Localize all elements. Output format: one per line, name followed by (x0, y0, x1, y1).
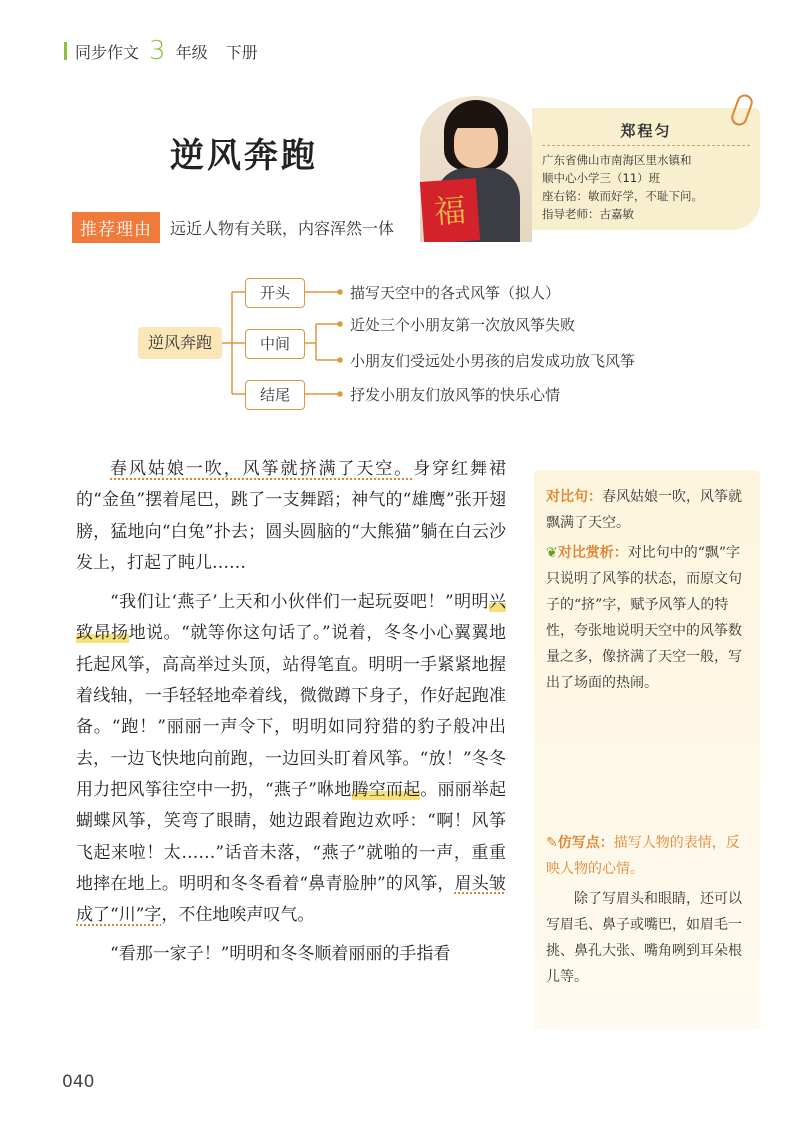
paperclip-icon (729, 92, 755, 128)
highlighted-phrase: 兴致昂扬 (76, 592, 506, 644)
mindmap-node-end: 结尾 (245, 380, 305, 410)
fu-couplet: 福 (420, 178, 480, 242)
mindmap-leaf: 小朋友们受远处小男孩的启发成功放飞风筝 (350, 352, 636, 370)
mindmap-leaf: 近处三个小朋友第一次放风筝失败 (350, 316, 576, 334)
sprout-icon: ❦ (546, 545, 558, 561)
underlined-sentence: 眉头皱成了“川”字 (76, 873, 506, 926)
author-card (532, 108, 760, 230)
paragraph-1 (76, 454, 506, 579)
paragraph-text: 身穿红舞裙的“金鱼”摆着尾巴，跳了一支舞蹈；神气的“雄鹰”张开翅膀，猛地向“白兔”扑去；圆头圆脑的“大熊猫”躺在白云沙发上，打起了盹儿…… (76, 459, 507, 573)
imitate-text: 描写人物的表情，反映人物的心情。 (546, 835, 740, 877)
author-name: 郑程匀 (620, 122, 672, 140)
structure-mindmap (0, 270, 800, 420)
contrast-label: 对比句： (546, 489, 602, 505)
author-teacher: 指导老师：古嘉敏 (542, 207, 634, 221)
article-title: 逆风奔跑 (170, 136, 318, 176)
paragraph-text: 地说。“就等你这句话了。”说着，冬冬小心翼翼地托起风筝，高高举过头顶，站得笔直。明明一手紧紧地握着线轴，一手轻轻地牵着线，微微蹲下身子，作好起跑准备。“跑！”丽丽一声令下，明明如同狩猎的豹子般冲出去，一边飞快地向前跑，一边回头盯着风筝。“放！”冬冬用力把风筝往空中一扔，“燕子”咻地 (76, 623, 506, 800)
mindmap-leaf: 抒发小朋友们放风筝的快乐心情 (350, 386, 561, 404)
imitate-body: 除了写眉头和眼睛，还可以写眉毛、鼻子或嘴巴，如眉毛一挑、鼻孔大张、嘴角咧到耳朵根儿等。 (546, 891, 742, 985)
analysis-label: 对比赏析： (557, 545, 628, 561)
paragraph-3: “看那一家子！”明明和冬冬顺着丽丽的手指看 (110, 944, 451, 965)
highlighted-phrase: 腾空而起 (351, 779, 421, 800)
paragraph-text: ，不住地唉声叹气。 (161, 905, 315, 926)
imitate-point (546, 830, 748, 990)
article-body (76, 454, 506, 979)
paragraph-text: “我们让‘燕子’上天和小伙伴们一起玩耍吧！”明明 (110, 592, 489, 613)
term-label: 下册 (225, 42, 258, 62)
author-motto: 座右铭：敏而好学，不耻下问。 (542, 189, 703, 203)
pencil-icon: ✎ (546, 835, 558, 851)
author-school-1: 广东省佛山市南海区里水镇和 (542, 153, 692, 167)
mindmap-node-start: 开头 (245, 278, 305, 308)
analysis-text: 对比句中的“飘”字只说明了风筝的状态，而原文句子的“挤”字，赋予风筝人的特性，夸张地说明天空中的风筝数量之多，像挤满了天空一般，写出了场面的热闹。 (546, 545, 742, 691)
contrast-text: 春风姑娘一吹，风筝就飘满了天空。 (546, 489, 742, 531)
book-name: 同步作文 (75, 42, 140, 62)
contrast-analysis (546, 540, 748, 696)
mindmap-root: 逆风奔跑 (138, 327, 222, 359)
reason-tag: 推荐理由 (72, 212, 160, 243)
recommend-reason (72, 212, 394, 243)
author-photo (420, 96, 532, 242)
imitate-heading (546, 830, 748, 882)
underlined-sentence: 春风姑娘一吹，风筝就挤满了天空。 (110, 459, 414, 479)
reason-text: 远近人物有关联，内容浑然一体 (170, 219, 395, 238)
paragraph-2 (76, 587, 506, 931)
annotation-sidebar (534, 470, 760, 1030)
contrast-sentence (546, 484, 748, 536)
grade-label: 年级 (175, 42, 208, 62)
page-number: 040 (62, 1072, 95, 1092)
author-school-2: 顺中心小学三（11）班 (542, 171, 661, 185)
card-divider (542, 145, 750, 146)
photo-bangs (452, 112, 500, 128)
imitate-label: 仿写点： (557, 835, 614, 851)
page-header (64, 36, 258, 66)
mindmap-leaf: 描写天空中的各式风筝（拟人） (350, 284, 561, 302)
mindmap-node-middle: 中间 (245, 329, 305, 359)
paragraph-text: 。丽丽举起蝴蝶风筝，笑弯了眼睛，她边跟着跑边欢呼：“啊！风筝飞起来啦！太……”话音未落，“燕子”就啪的一声，重重地摔在地上。明明和冬冬看着“鼻青脸肿”的风筝， (76, 779, 507, 894)
header-bar (64, 42, 67, 60)
grade-number: 3 (149, 36, 166, 66)
